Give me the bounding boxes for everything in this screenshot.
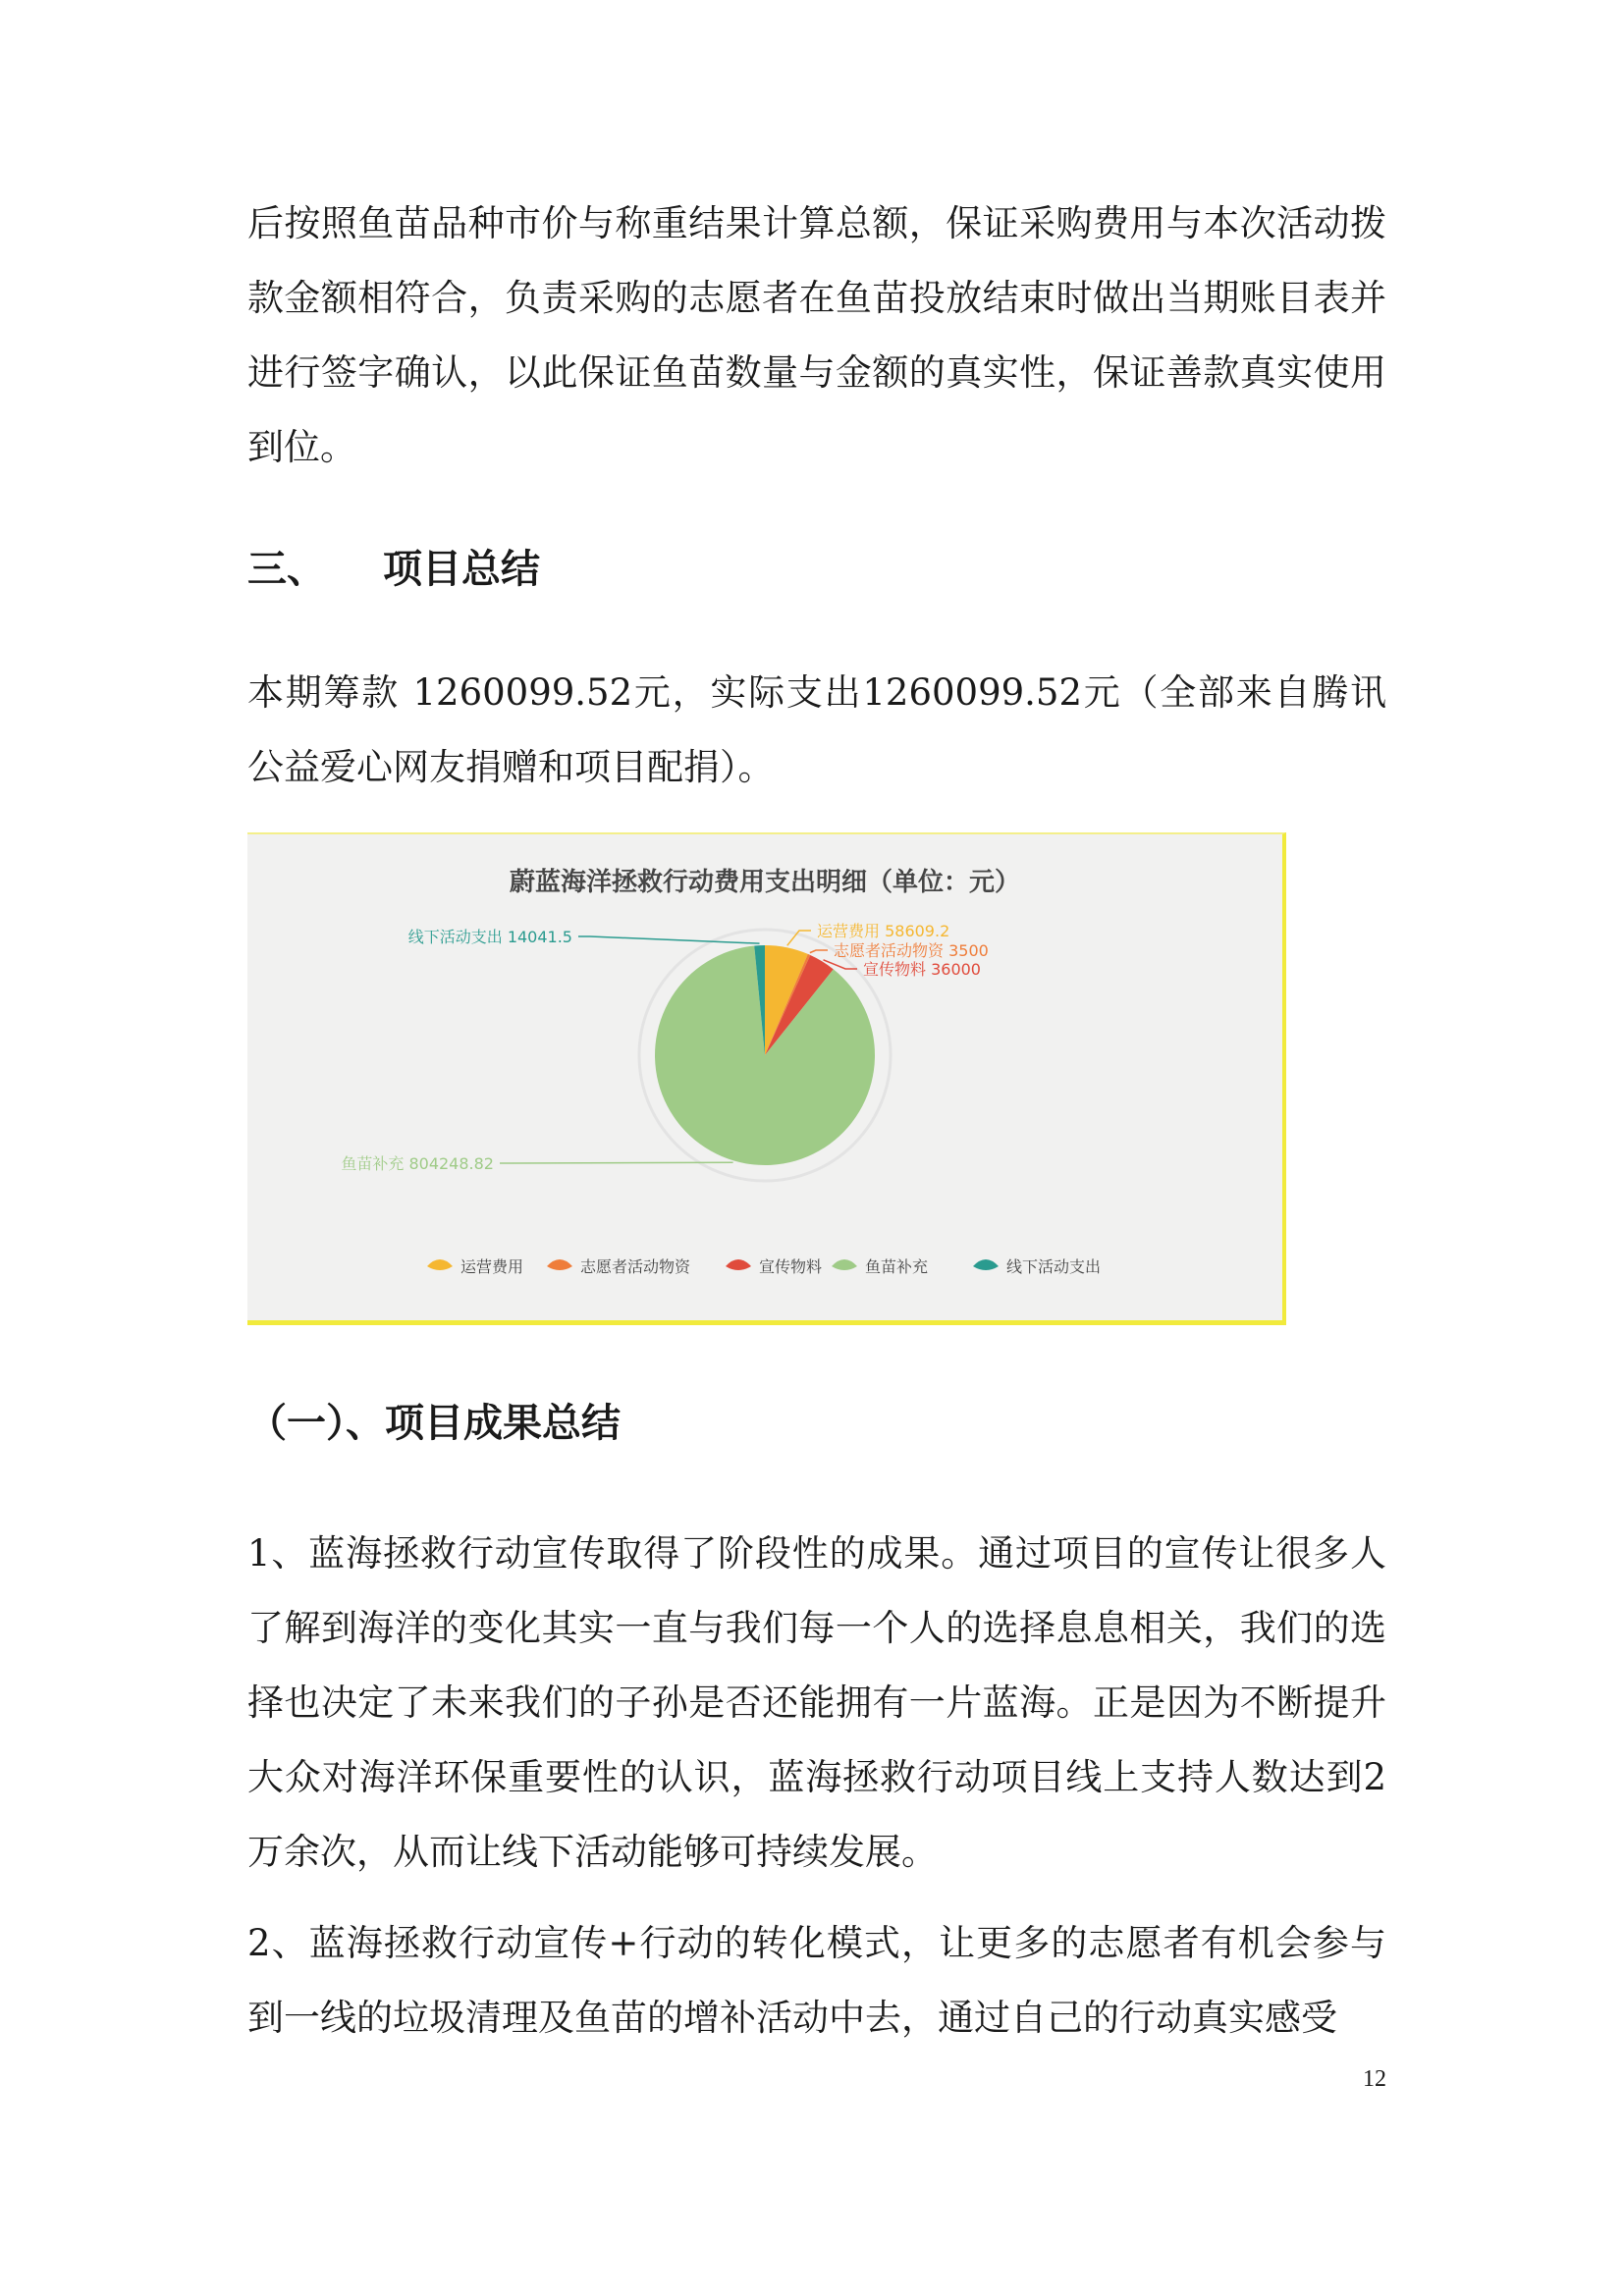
leader-line-4 [578, 936, 760, 943]
slice-label-4: 线下活动支出 14041.5 [407, 928, 572, 946]
legend-swatch-1 [547, 1259, 572, 1270]
legend-label-1: 志愿者活动物资 [580, 1257, 691, 1276]
slice-label-3: 鱼苗补充 804248.82 [341, 1154, 494, 1173]
paragraph-achievement-2: 2、蓝海拯救行动宣传+行动的转化模式，让更多的志愿者有机会参与到一线的垃圾清理及鱼苗的增补活动中去，通过自己的行动真实感受 [247, 1922, 1386, 2039]
chart-title: 蔚蓝海洋拯救行动费用支出明细（单位：元） [509, 868, 1021, 897]
subsection-heading-1: （一）、项目成果总结 [247, 1401, 621, 1446]
section-number: 三、 [247, 547, 326, 592]
legend-label-4: 线下活动支出 [1006, 1257, 1102, 1276]
paragraph-procurement: 后按照鱼苗品种市价与称重结果计算总额，保证采购费用与本次活动拨款金额相符合，负责采购的志愿者在鱼苗投放结束时做出当期账目表并进行签字确认，以此保证鱼苗数量与金额的真实性，保证善款真实使用到位。 [247, 202, 1386, 468]
slice-label-2: 宣传物料 36000 [863, 960, 981, 979]
legend-swatch-2 [726, 1259, 751, 1270]
page-number: 12 [1363, 2066, 1386, 2092]
legend-swatch-4 [973, 1259, 999, 1270]
legend-label-2: 宣传物料 [759, 1257, 823, 1276]
slice-label-0: 运营费用 58609.2 [817, 922, 950, 940]
legend-label-3: 鱼苗补充 [865, 1257, 929, 1276]
section-title: 项目总结 [383, 547, 540, 592]
expense-pie-chart [247, 832, 1286, 1325]
leader-line-3 [500, 1162, 733, 1163]
leader-line-1 [810, 950, 828, 953]
paragraph-fundraising: 本期筹款 1260099.52元，实际支出1260099.52元（全部来自腾讯公益爱心网友捐赠和项目配捐）。 [247, 671, 1386, 788]
pie-chart-svg [247, 834, 1282, 1321]
legend-swatch-0 [427, 1259, 453, 1270]
legend-swatch-3 [832, 1259, 857, 1270]
legend-label-0: 运营费用 [460, 1257, 524, 1276]
paragraph-achievement-1: 1、蓝海拯救行动宣传取得了阶段性的成果。通过项目的宣传让很多人了解到海洋的变化其实一直与我们每一个人的选择息息相关，我们的选择也决定了未来我们的子孙是否还能拥有一片蓝海。正是因为不断提升大众对海洋环保重要性的认识，蓝海拯救行动项目线上支持人数达到2万余次，从而让线下活动能够可持续发展。 [247, 1532, 1386, 1873]
slice-label-1: 志愿者活动物资 3500 [834, 941, 989, 960]
